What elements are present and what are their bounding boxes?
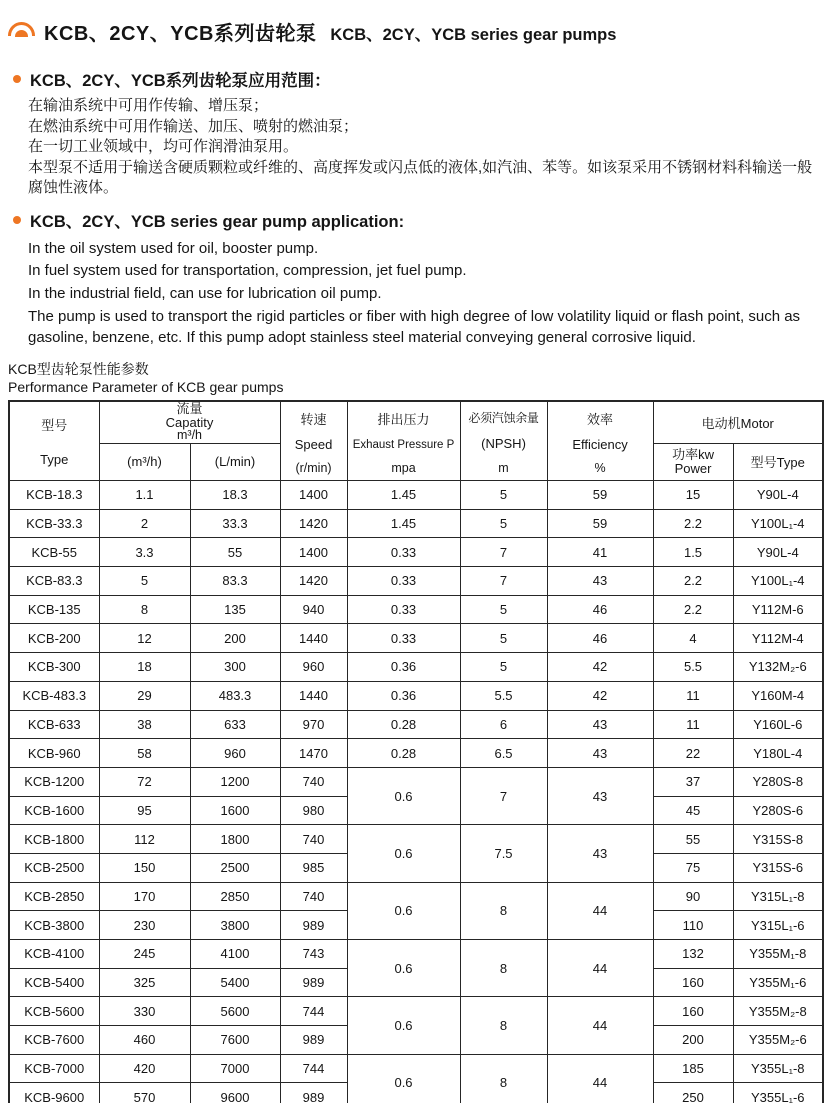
cell-power: 185 (653, 1054, 733, 1083)
cn-line: 本型泵不适用于输送含硬质颗粒或纤维的、高度挥发或闪点低的液体,如汽油、苯等。如该泵采用不锈钢材料科输送一般腐蚀性液体。 (28, 158, 813, 196)
performance-table-body (9, 481, 823, 1103)
section-heading-cn (13, 67, 830, 91)
cell-npsh: 7 (460, 767, 547, 824)
cell-capacity-lmin: 960 (190, 739, 280, 768)
cell-power: 250 (653, 1083, 733, 1103)
cell-capacity-m3h: 29 (99, 681, 190, 710)
cell-speed: 1420 (280, 567, 347, 596)
cell-pressure: 0.33 (347, 538, 460, 567)
header-capacity-en: Capatity (165, 414, 214, 430)
table-row (9, 739, 823, 768)
cell-motor-model: Y100L₁-4 (733, 509, 823, 538)
table-row (9, 509, 823, 538)
cell-power: 90 (653, 882, 733, 911)
table-row (9, 940, 823, 969)
table-row (9, 825, 823, 854)
header-speed-en: Speed (294, 437, 333, 452)
cell-model: KCB-1600 (9, 796, 99, 825)
header-motor (653, 401, 823, 443)
cell-capacity-m3h: 95 (99, 796, 190, 825)
cell-motor-model: Y180L-4 (733, 739, 823, 768)
cell-speed: 1470 (280, 739, 347, 768)
cell-speed: 744 (280, 1054, 347, 1083)
cell-pressure: 0.33 (347, 595, 460, 624)
cell-model: KCB-1800 (9, 825, 99, 854)
cell-model: KCB-960 (9, 739, 99, 768)
pump-brand-icon (8, 22, 35, 37)
cell-motor-model: Y90L-4 (733, 538, 823, 567)
cell-efficiency: 43 (547, 710, 653, 739)
cell-npsh: 6 (460, 710, 547, 739)
section-en-body (28, 238, 808, 349)
cell-capacity-lmin: 633 (190, 710, 280, 739)
header-motor-model-text: 型号Type (750, 455, 805, 471)
cell-efficiency: 43 (547, 767, 653, 824)
cn-line: 在一切工业领域中，均可作润滑油泵用。 (28, 138, 299, 155)
cell-capacity-m3h: 2 (99, 509, 190, 538)
cell-efficiency: 41 (547, 538, 653, 567)
cell-motor-model: Y315S-8 (733, 825, 823, 854)
cell-motor-model: Y112M-4 (733, 624, 823, 653)
header-capacity-lmin (190, 443, 280, 480)
header-power-zh: 功率kw (672, 447, 714, 463)
cell-motor-model: Y132M₂-6 (733, 653, 823, 682)
cell-speed: 985 (280, 853, 347, 882)
cell-model: KCB-200 (9, 624, 99, 653)
cell-motor-model: Y100L₁-4 (733, 567, 823, 596)
header-speed-unit: (r/min) (295, 461, 332, 475)
cell-power: 2.2 (653, 567, 733, 596)
cell-power: 160 (653, 997, 733, 1026)
cell-speed: 1440 (280, 624, 347, 653)
table-row (9, 567, 823, 596)
header-type (9, 401, 99, 481)
cell-capacity-lmin: 83.3 (190, 567, 280, 596)
en-line: The pump is used to transport the rigid particles or fiber with high degree of low volatility liquid or flash point, such as gasoline, benzene, etc. If this pump adopt stainless steel material conveying general corrosive liquid. (28, 308, 801, 346)
cell-model: KCB-18.3 (9, 481, 99, 510)
cn-line: 在输油系统中可用作传输、增压泵； (28, 97, 269, 114)
cell-motor-model: Y355L₁-6 (733, 1083, 823, 1103)
cell-pressure: 1.45 (347, 481, 460, 510)
cell-efficiency: 42 (547, 653, 653, 682)
cell-capacity-m3h: 58 (99, 739, 190, 768)
cell-efficiency: 44 (547, 882, 653, 939)
cell-pressure: 0.6 (347, 767, 460, 824)
cell-capacity-m3h: 112 (99, 825, 190, 854)
cell-efficiency: 59 (547, 509, 653, 538)
cell-efficiency: 43 (547, 739, 653, 768)
cell-capacity-m3h: 18 (99, 653, 190, 682)
cell-capacity-lmin: 9600 (190, 1083, 280, 1103)
cell-motor-model: Y112M-6 (733, 595, 823, 624)
header-pressure-en: Exhaust Pressure P (352, 438, 455, 451)
cell-efficiency: 44 (547, 940, 653, 997)
cell-motor-model: Y160L-6 (733, 710, 823, 739)
table-row (9, 624, 823, 653)
header-pressure-unit: mpa (391, 461, 416, 475)
cell-power: 37 (653, 767, 733, 796)
table-row (9, 653, 823, 682)
table-row (9, 481, 823, 510)
cell-pressure: 0.6 (347, 825, 460, 882)
cell-npsh: 7 (460, 538, 547, 567)
cell-model: KCB-5600 (9, 997, 99, 1026)
cell-power: 110 (653, 911, 733, 940)
table-caption-zh: KCB型齿轮泵性能参数 (8, 361, 149, 377)
cell-npsh: 8 (460, 882, 547, 939)
cell-model: KCB-135 (9, 595, 99, 624)
cell-capacity-m3h: 170 (99, 882, 190, 911)
table-row (9, 595, 823, 624)
cell-model: KCB-1200 (9, 767, 99, 796)
header-npsh-zh: 必须汽蚀余量 (468, 411, 539, 425)
cell-speed: 1440 (280, 681, 347, 710)
bullet-icon (13, 216, 21, 224)
cell-model: KCB-5400 (9, 968, 99, 997)
cell-speed: 740 (280, 767, 347, 796)
cell-speed: 1400 (280, 538, 347, 567)
section-cn-body (28, 96, 820, 199)
cell-speed: 980 (280, 796, 347, 825)
cell-motor-model: Y315S-6 (733, 853, 823, 882)
table-row (9, 710, 823, 739)
table-row (9, 681, 823, 710)
cell-capacity-lmin: 2850 (190, 882, 280, 911)
cell-motor-model: Y355M₂-8 (733, 997, 823, 1026)
cell-npsh: 8 (460, 940, 547, 997)
cell-capacity-m3h: 72 (99, 767, 190, 796)
cell-capacity-lmin: 5600 (190, 997, 280, 1026)
cell-power: 11 (653, 710, 733, 739)
cell-npsh: 6.5 (460, 739, 547, 768)
header-motor-model (733, 443, 823, 480)
cell-capacity-lmin: 2500 (190, 853, 280, 882)
cell-model: KCB-2500 (9, 853, 99, 882)
cell-efficiency: 46 (547, 624, 653, 653)
cell-motor-model: Y355M₁-8 (733, 940, 823, 969)
cell-efficiency: 44 (547, 1054, 653, 1103)
header-type-zh: 型号 (41, 418, 68, 433)
cell-capacity-lmin: 3800 (190, 911, 280, 940)
table-row (9, 767, 823, 796)
cell-model: KCB-83.3 (9, 567, 99, 596)
cell-capacity-lmin: 33.3 (190, 509, 280, 538)
cell-capacity-m3h: 420 (99, 1054, 190, 1083)
page-header (0, 0, 830, 48)
header-capacity-m3h (99, 443, 190, 480)
cell-capacity-m3h: 150 (99, 853, 190, 882)
cell-capacity-lmin: 483.3 (190, 681, 280, 710)
header-pressure (347, 401, 460, 481)
cell-speed: 989 (280, 1026, 347, 1055)
cell-pressure: 0.36 (347, 653, 460, 682)
cell-pressure: 0.6 (347, 1054, 460, 1103)
header-efficiency-unit: % (594, 461, 606, 475)
cell-motor-model: Y355M₁-6 (733, 968, 823, 997)
cell-motor-model: Y160M-4 (733, 681, 823, 710)
performance-table (8, 400, 824, 1103)
cell-power: 160 (653, 968, 733, 997)
table-caption (8, 361, 830, 396)
cell-npsh: 7 (460, 567, 547, 596)
cell-power: 55 (653, 825, 733, 854)
table-caption-en: Performance Parameter of KCB gear pumps (8, 378, 284, 395)
cell-model: KCB-55 (9, 538, 99, 567)
cell-efficiency: 44 (547, 997, 653, 1054)
cell-capacity-lmin: 300 (190, 653, 280, 682)
cell-pressure: 0.36 (347, 681, 460, 710)
cell-power: 2.2 (653, 595, 733, 624)
cell-model: KCB-3800 (9, 911, 99, 940)
cell-npsh: 5 (460, 595, 547, 624)
cell-speed: 1420 (280, 509, 347, 538)
cell-power: 1.5 (653, 538, 733, 567)
table-row (9, 538, 823, 567)
cell-capacity-lmin: 1800 (190, 825, 280, 854)
cell-speed: 740 (280, 825, 347, 854)
header-npsh (460, 401, 547, 481)
bullet-icon (13, 75, 21, 83)
cell-pressure: 0.33 (347, 624, 460, 653)
header-speed-zh: 转速 (300, 412, 327, 427)
header-power (653, 443, 733, 480)
cell-model: KCB-300 (9, 653, 99, 682)
cell-speed: 740 (280, 882, 347, 911)
section-heading-cn-text: KCB、2CY、YCB系列齿轮泵应用范围： (30, 72, 331, 90)
cell-motor-model: Y355L₁-8 (733, 1054, 823, 1083)
cell-capacity-m3h: 570 (99, 1083, 190, 1103)
table-row (9, 997, 823, 1026)
cell-efficiency: 43 (547, 567, 653, 596)
cell-npsh: 8 (460, 1054, 547, 1103)
cell-capacity-lmin: 200 (190, 624, 280, 653)
header-power-en: Power (674, 460, 712, 476)
cell-capacity-lmin: 55 (190, 538, 280, 567)
cell-npsh: 8 (460, 997, 547, 1054)
cell-motor-model: Y315L₁-6 (733, 911, 823, 940)
cell-capacity-m3h: 230 (99, 911, 190, 940)
cell-speed: 970 (280, 710, 347, 739)
cell-model: KCB-7000 (9, 1054, 99, 1083)
header-efficiency-zh: 效率 (587, 412, 614, 427)
cell-power: 4 (653, 624, 733, 653)
cell-capacity-m3h: 8 (99, 595, 190, 624)
cell-capacity-m3h: 5 (99, 567, 190, 596)
page-title (44, 11, 616, 48)
cell-capacity-m3h: 1.1 (99, 481, 190, 510)
cell-npsh: 5.5 (460, 681, 547, 710)
header-npsh-unit: m (498, 461, 509, 475)
section-heading-en-text: KCB、2CY、YCB series gear pump application: (30, 212, 405, 231)
cell-motor-model: Y280S-6 (733, 796, 823, 825)
cell-motor-model: Y90L-4 (733, 481, 823, 510)
cell-motor-model: Y315L₁-8 (733, 882, 823, 911)
cell-model: KCB-4100 (9, 940, 99, 969)
header-capacity-m3h-text: (m³/h) (127, 454, 162, 470)
section-heading-en (13, 208, 830, 232)
cell-speed: 744 (280, 997, 347, 1026)
cn-line: 在燃油系统中可用作输送、加压、喷射的燃油泵； (28, 117, 359, 135)
cell-power: 15 (653, 481, 733, 510)
cell-model: KCB-33.3 (9, 509, 99, 538)
page-title-zh: KCB、2CY、YCB系列齿轮泵 (44, 23, 317, 45)
header-efficiency-en: Efficiency (572, 437, 628, 452)
cell-capacity-m3h: 325 (99, 968, 190, 997)
cell-speed: 989 (280, 968, 347, 997)
cell-speed: 989 (280, 1083, 347, 1103)
cell-speed: 1400 (280, 481, 347, 510)
cell-power: 5.5 (653, 653, 733, 682)
cell-power: 22 (653, 739, 733, 768)
header-capacity-lmin-text: (L/min) (214, 454, 256, 470)
cell-pressure: 0.28 (347, 739, 460, 768)
cell-pressure: 0.6 (347, 940, 460, 997)
header-capacity-unit: m³/h (177, 428, 202, 443)
cell-model: KCB-2850 (9, 882, 99, 911)
page-title-en: KCB、2CY、YCB series gear pumps (330, 26, 617, 44)
cell-capacity-m3h: 3.3 (99, 538, 190, 567)
cell-speed: 989 (280, 911, 347, 940)
cell-model: KCB-633 (9, 710, 99, 739)
cell-capacity-lmin: 7600 (190, 1026, 280, 1055)
cell-motor-model: Y355M₂-6 (733, 1026, 823, 1055)
cell-npsh: 5 (460, 509, 547, 538)
cell-capacity-m3h: 12 (99, 624, 190, 653)
header-speed (280, 401, 347, 481)
cell-npsh: 5 (460, 653, 547, 682)
cell-power: 2.2 (653, 509, 733, 538)
cell-pressure: 0.6 (347, 997, 460, 1054)
cell-npsh: 7.5 (460, 825, 547, 882)
cell-capacity-m3h: 245 (99, 940, 190, 969)
header-motor-text: 电动机Motor (701, 415, 774, 431)
cell-efficiency: 46 (547, 595, 653, 624)
header-efficiency (547, 401, 653, 481)
cell-power: 132 (653, 940, 733, 969)
cell-speed: 743 (280, 940, 347, 969)
cell-capacity-m3h: 330 (99, 997, 190, 1026)
cell-efficiency: 43 (547, 825, 653, 882)
cell-power: 75 (653, 853, 733, 882)
cell-capacity-lmin: 135 (190, 595, 280, 624)
header-type-en: Type (40, 452, 69, 467)
cell-pressure: 0.6 (347, 882, 460, 939)
cell-model: KCB-483.3 (9, 681, 99, 710)
cell-pressure: 0.33 (347, 567, 460, 596)
cell-power: 200 (653, 1026, 733, 1055)
cell-model: KCB-9600 (9, 1083, 99, 1103)
cell-npsh: 5 (460, 624, 547, 653)
cell-motor-model: Y280S-8 (733, 767, 823, 796)
cell-npsh: 5 (460, 481, 547, 510)
header-pressure-zh: 排出压力 (377, 412, 430, 427)
cell-efficiency: 42 (547, 681, 653, 710)
cell-speed: 960 (280, 653, 347, 682)
en-line: In the oil system used for oil, booster pump. (28, 239, 319, 257)
cell-power: 11 (653, 681, 733, 710)
header-npsh-en: (NPSH) (481, 436, 526, 451)
en-line: In fuel system used for transportation, compression, jet fuel pump. (28, 262, 467, 279)
cell-capacity-lmin: 4100 (190, 940, 280, 969)
cell-capacity-m3h: 38 (99, 710, 190, 739)
cell-capacity-lmin: 5400 (190, 968, 280, 997)
cell-capacity-lmin: 18.3 (190, 481, 280, 510)
cell-capacity-m3h: 460 (99, 1026, 190, 1055)
table-row (9, 1054, 823, 1083)
cell-efficiency: 59 (547, 481, 653, 510)
table-row (9, 882, 823, 911)
cell-pressure: 0.28 (347, 710, 460, 739)
header-capacity-zh: 流量 (176, 401, 203, 417)
cell-capacity-lmin: 1200 (190, 767, 280, 796)
cell-speed: 940 (280, 595, 347, 624)
cell-pressure: 1.45 (347, 509, 460, 538)
cell-capacity-lmin: 1600 (190, 796, 280, 825)
header-capacity (99, 401, 280, 443)
en-line: In the industrial field, can use for lubrication oil pump. (28, 284, 382, 302)
cell-model: KCB-7600 (9, 1026, 99, 1055)
cell-power: 45 (653, 796, 733, 825)
cell-capacity-lmin: 7000 (190, 1054, 280, 1083)
